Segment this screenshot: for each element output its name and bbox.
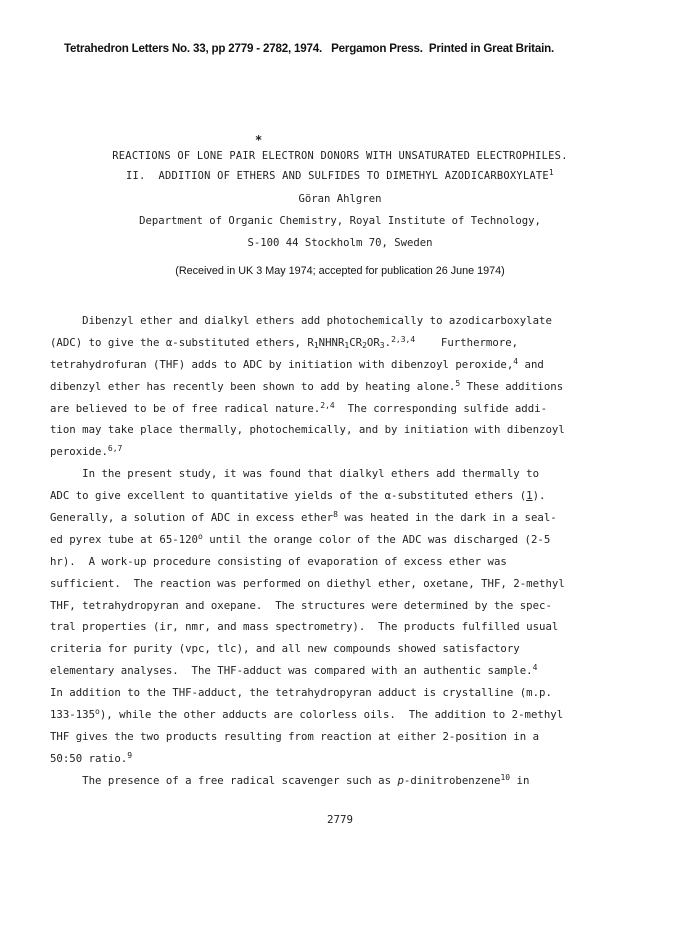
paragraph-2-line-8: tral properties (ir, nmr, and mass spectrometry). The products fulfilled usual bbox=[50, 620, 559, 634]
compound-number: 1 bbox=[526, 489, 533, 503]
paragraph-1-line-5 bbox=[50, 398, 620, 420]
paragraph-2-line-1: In the present study, it was found that dialkyl ethers add thermally to bbox=[50, 467, 540, 481]
text-span: OR bbox=[366, 335, 380, 349]
paragraph-2-line-10 bbox=[50, 660, 620, 682]
paragraph-1-line-6: tion may take place thermally, photochemically, and by initiation with dibenzoyl bbox=[50, 423, 565, 437]
reference-superscript: 9 bbox=[127, 750, 133, 760]
paragraph-2-line-14 bbox=[50, 748, 620, 770]
paragraph-2-line-4 bbox=[50, 529, 620, 551]
text-span: CR bbox=[349, 335, 363, 349]
text-span: are believed to be of free radical nature. bbox=[50, 401, 321, 415]
reference-superscript: 10 bbox=[500, 772, 511, 782]
degree-symbol: o bbox=[95, 707, 100, 717]
paragraph-2-line-9: criteria for purity (vpc, tlc), and all new compounds showed satisfactory bbox=[50, 642, 520, 656]
text-span: was heated in the dark in a seal- bbox=[337, 511, 557, 525]
affiliation-line-1: Department of Organic Chemistry, Royal Institute of Technology, bbox=[139, 215, 541, 227]
text-span: NHNR bbox=[318, 335, 345, 349]
text-span: Generally, a solution of ADC in excess ether bbox=[50, 511, 334, 525]
paragraph-1-line-3 bbox=[50, 354, 620, 376]
title-line-1-text: REACTIONS OF LONE PAIR ELECTRON DONORS WITH UNSATURATED ELECTROPHILES. bbox=[112, 150, 568, 162]
paragraph-3-line-1 bbox=[50, 770, 620, 792]
text-span: and bbox=[518, 357, 544, 371]
reference-superscript: 8 bbox=[333, 510, 338, 520]
text-span: until the orange color of the ADC was discharged (2-5 bbox=[202, 532, 551, 546]
page-number: 2779 bbox=[326, 813, 353, 826]
author: Göran Ahlgren bbox=[298, 193, 382, 205]
reference-superscript: 4 bbox=[532, 663, 538, 673]
paragraph-2-line-12 bbox=[50, 704, 620, 726]
paragraph-2-line-5: hr). A work-up procedure consisting of evaporation of excess ether was bbox=[50, 554, 507, 568]
received-date: (Received in UK 3 May 1974; accepted for publication 26 June 1974) bbox=[175, 265, 505, 277]
paragraph-1-line-1: Dibenzyl ether and dialkyl ethers add photochemically to azodicarboxylate bbox=[50, 314, 552, 327]
paragraph-2-line-7: THF, tetrahydropyran and oxepane. The structures were determined by the spec- bbox=[50, 598, 552, 612]
paragraph-2-line-11: In addition to the THF-adduct, the tetrahydropyran adduct is crystalline (m.p. bbox=[50, 686, 552, 700]
text-span: -dinitrobenzene bbox=[403, 773, 501, 787]
subscript: 2 bbox=[362, 340, 367, 350]
title-line-2-text: II. ADDITION OF ETHERS AND SULFIDES TO DIMETHYL AZODICARBOXYLATE bbox=[126, 170, 549, 182]
text-span: The corresponding sulfide addi- bbox=[334, 401, 548, 415]
text-span: These additions bbox=[460, 379, 564, 393]
body-text bbox=[50, 310, 620, 792]
subscript: 3 bbox=[379, 340, 385, 350]
text-span: Furthermore, bbox=[415, 335, 519, 349]
text-span: dibenzyl ether has recently been shown to add by heating alone. bbox=[50, 379, 456, 393]
reference-superscript: 6,7 bbox=[107, 444, 123, 454]
text-span: . bbox=[384, 335, 392, 349]
text-span: The presence of a free radical scavenger such as bbox=[50, 773, 398, 787]
degree-symbol: o bbox=[198, 531, 203, 541]
paragraph-2-line-2 bbox=[50, 485, 620, 507]
text-span: ADC to give excellent to quantitative yields of the α-substituted ethers ( bbox=[50, 489, 527, 503]
paragraph-2-line-6: sufficient. The reaction was performed on diethyl ether, oxetane, THF, 2-methyl bbox=[50, 576, 565, 590]
journal-header: Tetrahedron Letters No. 33, pp 2779 - 2782, 1974. Pergamon Press. Printed in Great Britain. bbox=[64, 42, 555, 55]
text-span: (ADC) to give the α-substituted ethers, R bbox=[50, 335, 314, 349]
text-span: ), while the other adducts are colorless oils. The addition to 2-methyl bbox=[99, 708, 564, 722]
text-span: 133-135 bbox=[50, 708, 96, 722]
text-span: 50:50 ratio. bbox=[50, 751, 128, 765]
reference-superscript: 2,4 bbox=[320, 400, 335, 410]
text-span: tetrahydrofuran (THF) adds to ADC by initiation with dibenzoyl peroxide, bbox=[50, 357, 514, 371]
text-span: ed pyrex tube at 65-120 bbox=[50, 532, 198, 546]
affiliation-line-2: S-100 44 Stockholm 70, Sweden bbox=[247, 237, 433, 249]
reference-superscript: 5 bbox=[455, 378, 461, 388]
paragraph-1-line-4 bbox=[50, 376, 620, 398]
reference-superscript: 4 bbox=[513, 356, 519, 366]
text-span: in bbox=[510, 773, 530, 787]
text-span: ). bbox=[532, 489, 546, 503]
title-footnote-ref: 1 bbox=[548, 168, 554, 177]
paragraph-1-line-7 bbox=[50, 441, 620, 463]
subscript: 1 bbox=[313, 340, 319, 350]
title-line-1 bbox=[0, 150, 680, 162]
italic-prefix: p bbox=[397, 773, 404, 787]
text-span: peroxide. bbox=[50, 445, 108, 459]
reference-superscript: 2,3,4 bbox=[391, 334, 416, 344]
title-line-2 bbox=[0, 170, 680, 182]
subscript: 1 bbox=[344, 340, 350, 350]
paragraph-2-line-3 bbox=[50, 507, 620, 529]
title-footnote-marker: * bbox=[255, 133, 263, 147]
paragraph-1-line-2 bbox=[50, 332, 620, 354]
paragraph-2-line-13: THF gives the two products resulting from reaction at either 2-position in a bbox=[50, 729, 540, 743]
text-span: elementary analyses. The THF-adduct was compared with an authentic sample. bbox=[50, 664, 533, 678]
